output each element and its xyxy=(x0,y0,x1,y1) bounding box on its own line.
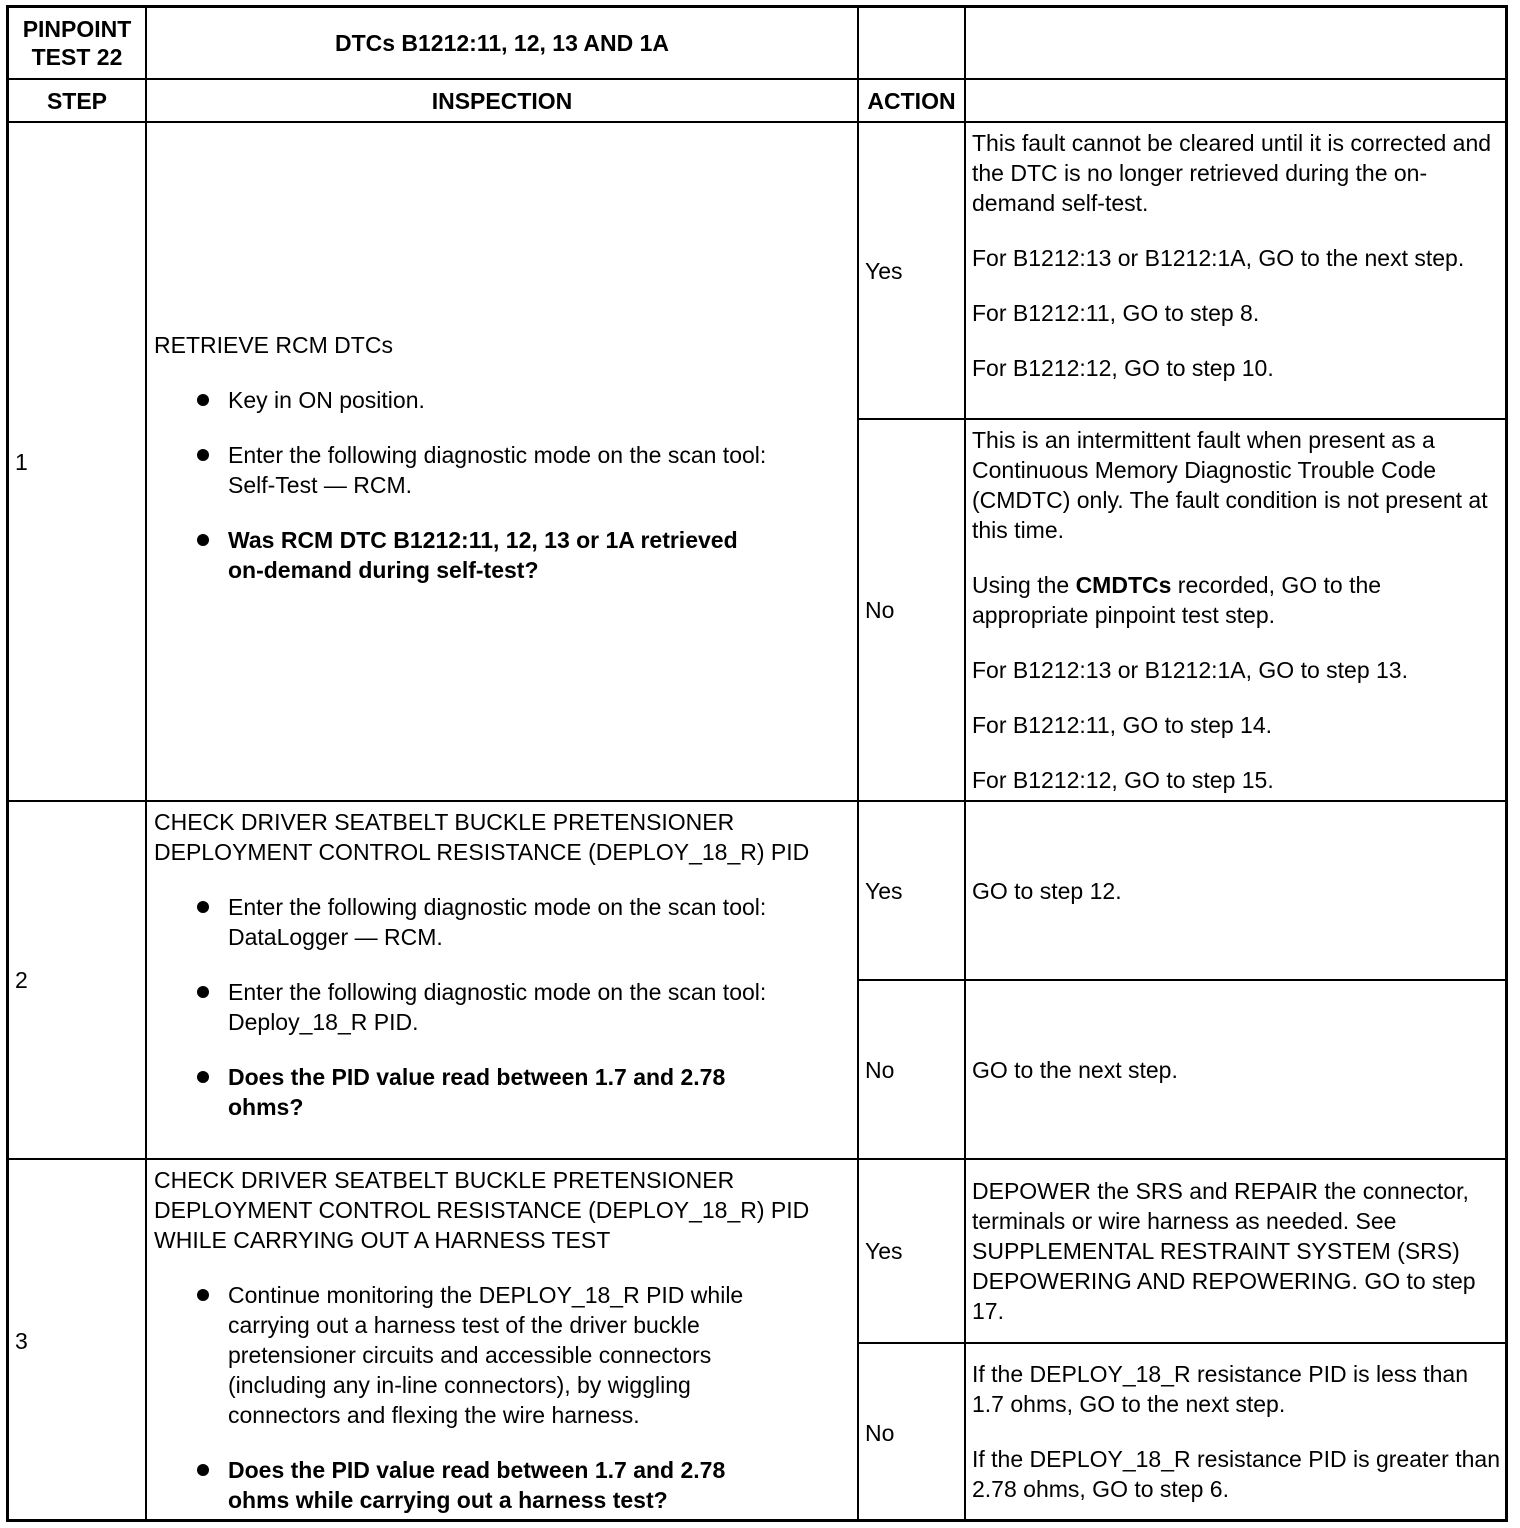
action-no-cell xyxy=(859,981,964,1158)
result-text: This fault cannot be cleared until it is corrected and the DTC is no longer retrieved during the on-demand self-test. xyxy=(972,130,1492,216)
result-text: If the DEPLOY_18_R resistance PID is less than 1.7 ohms, GO to the next step. xyxy=(972,1361,1469,1417)
inspection-title: CHECK DRIVER SEATBELT BUCKLE PRETENSIONER DEPLOYMENT CONTROL RESISTANCE (DEPLOY_18_R) PID xyxy=(154,809,810,865)
no-label: No xyxy=(865,597,895,623)
result-yes-cell xyxy=(966,128,1511,418)
result-text: For B1212:11, GO to step 8. xyxy=(972,300,1260,326)
result-no-cell xyxy=(966,425,1511,800)
yes-label: Yes xyxy=(865,1238,903,1264)
bullet-item-question: Was RCM DTC B1212:11, 12, 13 or 1A retrieved on-demand during self-test? xyxy=(228,525,766,585)
result-yes-cell xyxy=(966,1160,1511,1342)
result-text: For B1212:12, GO to step 10. xyxy=(972,355,1274,381)
result-yes-cell xyxy=(966,802,1511,979)
column-header-action: ACTION xyxy=(867,87,956,114)
action-yes-cell xyxy=(859,123,964,418)
result-text: For B1212:13 or B1212:1A, GO to step 13. xyxy=(972,657,1408,683)
bullet-item-question: Does the PID value read between 1.7 and 2.78 ohms? xyxy=(228,1062,839,1122)
result-text: For B1212:11, GO to step 14. xyxy=(972,712,1273,738)
result-text: DEPOWER the SRS and REPAIR the connector, terminals or wire harness as needed. See SUPPLEMENTAL RESTRAINT SYSTEM (SRS) DEPOWERING AND REPOWERING. GO to step 17. xyxy=(972,1178,1476,1324)
no-label: No xyxy=(865,1056,895,1083)
column-header-step: STEP xyxy=(46,87,108,114)
step-number: 3 xyxy=(15,1328,28,1354)
bullet-item: Enter the following diagnostic mode on the scan tool: Self-Test — RCM. xyxy=(228,442,767,498)
result-text: For B1212:13 or B1212:1A, GO to the next step. xyxy=(972,245,1465,271)
yes-label: Yes xyxy=(865,257,903,284)
no-label: No xyxy=(865,1420,895,1446)
bullet-item: Enter the following diagnostic mode on the scan tool: Deploy_18_R PID. xyxy=(228,977,839,1037)
result-text: GO to the next step. xyxy=(972,1056,1178,1083)
result-no-cell xyxy=(966,981,1511,1158)
column-header-inspection: INSPECTION xyxy=(431,87,573,114)
bullet-item-question: Does the PID value read between 1.7 and 2.78 ohms while carrying out a harness test? xyxy=(228,1455,839,1515)
bullet-item: Continue monitoring the DEPLOY_18_R PID while carrying out a harness test of the driver buckle pretensioner circuits and accessible connectors (including any in-line connectors), by wiggling connectors and flexing the wire harness. xyxy=(228,1280,839,1430)
result-text: For B1212:12, GO to step 15. xyxy=(972,767,1274,793)
inspection-title: RETRIEVE RCM DTCs xyxy=(154,332,393,358)
action-no-cell xyxy=(859,420,964,800)
inspection-bullets xyxy=(154,1280,839,1515)
result-text: GO to step 12. xyxy=(972,877,1122,904)
action-no-cell xyxy=(859,1344,964,1522)
inspection-cell xyxy=(147,123,857,800)
step-number: 2 xyxy=(15,967,28,993)
action-yes-cell xyxy=(859,1160,964,1342)
result-no-cell xyxy=(966,1359,1511,1522)
bullet-item: Enter the following diagnostic mode on the scan tool: DataLogger — RCM. xyxy=(228,892,839,952)
step-number-cell xyxy=(9,123,145,800)
result-text-cmdtc: Using the CMDTCs recorded, GO to the appropriate pinpoint test step. xyxy=(972,572,1382,628)
page-title: DTCs B1212:11, 12, 13 AND 1A xyxy=(334,30,670,56)
pinpoint-test-label: PINPOINT TEST 22 xyxy=(22,16,132,70)
inspection-title: CHECK DRIVER SEATBELT BUCKLE PRETENSIONER DEPLOYMENT CONTROL RESISTANCE (DEPLOY_18_R) PID WHILE CARRYING OUT A HARNESS TEST xyxy=(154,1167,810,1253)
result-text: If the DEPLOY_18_R resistance PID is greater than 2.78 ohms, GO to step 6. xyxy=(972,1446,1500,1502)
step-number-cell xyxy=(9,1160,145,1522)
bullet-item: Key in ON position. xyxy=(228,385,766,415)
inspection-cell xyxy=(147,1165,857,1522)
pinpoint-test-table xyxy=(6,5,1508,1522)
step-number-cell xyxy=(9,802,145,1158)
inspection-bullets xyxy=(154,892,839,1122)
action-yes-cell xyxy=(859,802,964,979)
inspection-cell xyxy=(147,807,857,1158)
step-number: 1 xyxy=(15,448,28,475)
yes-label: Yes xyxy=(865,877,903,904)
result-text: This is an intermittent fault when present as a Continuous Memory Diagnostic Trouble Code (CMDTC) only. The fault condition is not present at this time. xyxy=(972,427,1488,543)
inspection-bullets xyxy=(154,385,766,585)
